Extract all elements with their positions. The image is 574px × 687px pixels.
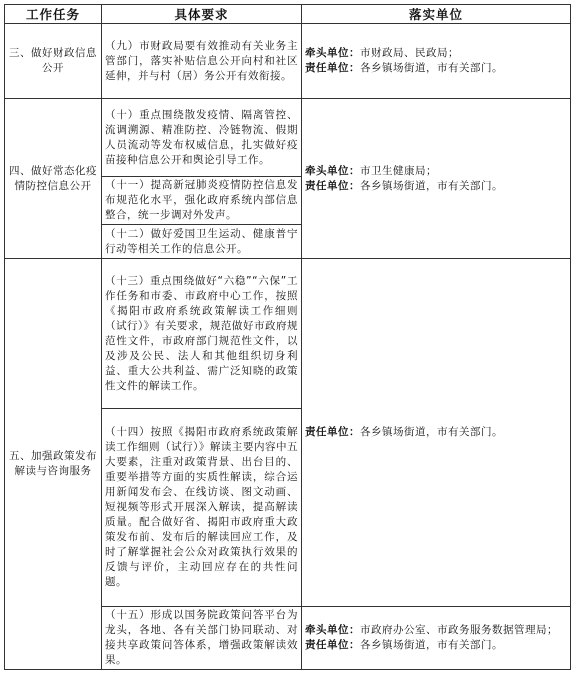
header-row	[5, 5, 571, 24]
task-cell: 五、加强政策发布解读与咨询服务	[5, 259, 102, 670]
resp-value: 各乡镇场街道，市有关部门。	[360, 639, 503, 651]
lead-value: 市财政局、民政局；	[360, 47, 459, 59]
lead-value: 市卫生健康局；	[360, 164, 437, 177]
table-row	[5, 99, 571, 177]
header-unit: 落实单位	[302, 5, 571, 24]
lead-label: 牵头单位：	[305, 47, 360, 59]
resp-value: 各乡镇场街道，市有关部门。	[360, 426, 503, 438]
lead-label: 牵头单位：	[305, 624, 360, 636]
requirement-cell: （十二）做好爱国卫生运动、健康普宁行动等相关工作的信息公开。	[102, 225, 302, 259]
unit-cell	[302, 24, 571, 99]
requirement-cell: （十一）提高新冠肺炎疫情防控信息发布规范化水平，强化政府系统内部信息整合，统一步调对外发声。	[102, 177, 302, 225]
requirement-cell: （十五）形成以国务院政策问答平台为龙头，各地、各有关部门协同联动、对接共享政策问答体系，增强政策解读效果。	[102, 607, 302, 670]
resp-label: 责任单位：	[305, 639, 360, 651]
requirement-cell: （十四）按照《揭阳市政府系统政策解读工作细则（试行）》解读主要内容中五大要素，注重对政策背景、出台目的、重要举措等方面的实质性解读，综合运用新闻发布会、在线访谈、图文动画、短视频等形式开展深入解读，提高解读质量。配合做好省、揭阳市政府重大政策发布前、发布后的解读回应工作，及时了解掌握社会公众对政策执行效果的反馈与评价，主动回应存在的共性问题。	[102, 409, 302, 607]
header-task: 工作任务	[5, 5, 102, 24]
resp-value: 各乡镇场街道，市有关部门。	[360, 179, 503, 192]
table-row	[5, 24, 571, 99]
resp-value: 各乡镇场街道，市有关部门。	[360, 62, 503, 74]
task-cell: 三、做好财政信息公开	[5, 24, 102, 99]
unit-cell	[302, 259, 571, 607]
lead-value: 市政府办公室、市政务服务数据管理局；	[360, 624, 558, 636]
header-requirements: 具体要求	[102, 5, 302, 24]
requirement-cell: （九）市财政局要有效推动有关业务主管部门，落实补贴信息公开向村和社区延伸，并与村（居）务公开有效衔接。	[102, 24, 302, 99]
task-cell: 四、做好常态化疫情防控信息公开	[5, 99, 102, 259]
requirement-cell: （十）重点围绕散发疫情、隔离管控、流调溯源、精准防控、冷链物流、假期人员流动等发布权威信息，扎实做好疫苗接种信息公开和舆论引导工作。	[102, 99, 302, 177]
resp-label: 责任单位：	[305, 426, 360, 438]
unit-cell	[302, 607, 571, 670]
policy-table	[4, 4, 571, 670]
lead-label: 牵头单位：	[305, 164, 360, 177]
table-row	[5, 259, 571, 409]
unit-cell	[302, 99, 571, 259]
resp-label: 责任单位：	[305, 179, 360, 192]
requirement-cell: （十三）重点围绕做好“六稳”“六保”工作任务和市委、市政府中心工作，按照《揭阳市政府系统政策解读工作细则（试行）》有关要求，规范做好市政府规范性文件，市政府部门规范性文件，以及涉及公民、法人和其他组织切身利益、重大公共利益、需广泛知晓的政策性文件的解读工作。	[102, 259, 302, 409]
resp-label: 责任单位：	[305, 62, 360, 74]
